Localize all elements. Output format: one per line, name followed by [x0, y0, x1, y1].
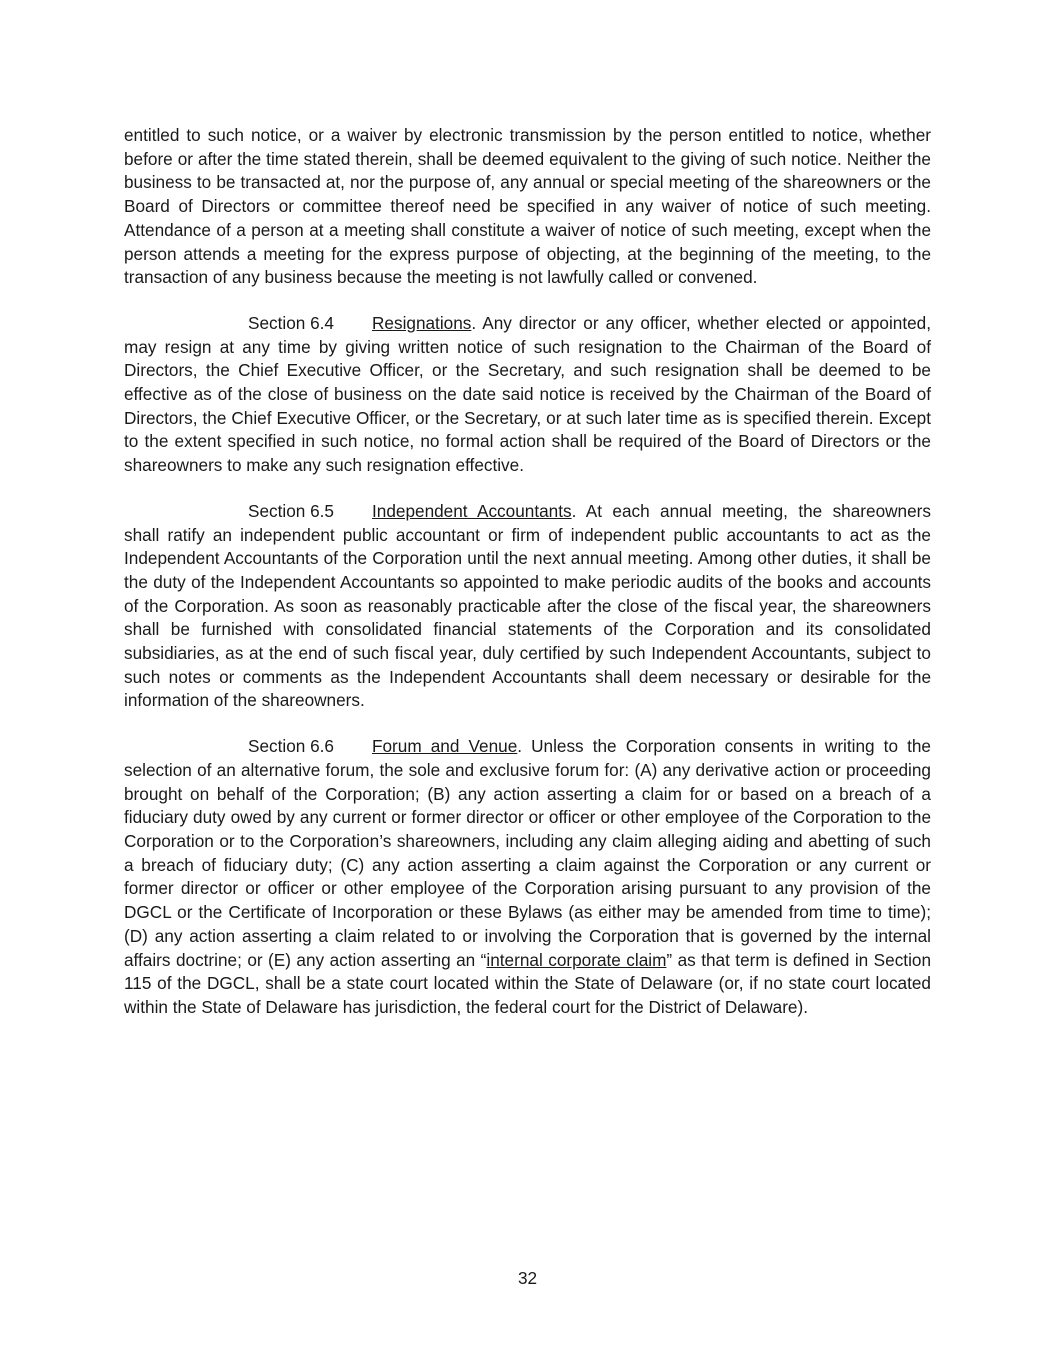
section-6-5-body: At each annual meeting, the shareowners shall ratify an independent public accountant or firm of independent public accountants to act as the Independent Accountants of the Corporation until the next annual meeting. Among other duties, it shall be the duty of the Independent Accountants so appointed to make periodic audits of the books and accounts of the Corporation. As soon as reasonably practicable after the close of the fiscal year, the shareowners shall be furnished with consolidated financial statements of the Corporation and its consolidated subsidiaries, as at the end of such fiscal year, duly certified by such Independent Accountants, subject to such notes or comments as the Independent Accountants shall deem necessary or desirable for the information of the shareowners.: [124, 500, 931, 711]
section-6-4-number: Section 6.4: [248, 312, 334, 333]
page-number: 32: [517, 1268, 538, 1288]
document-page: [124, 124, 931, 1042]
defined-term-internal-corporate-claim: internal corporate claim: [486, 949, 667, 970]
section-6-5-number: Section 6.5: [248, 500, 334, 521]
section-6-6-number: Section 6.6: [248, 736, 334, 757]
section-6-6-title: Forum and Venue: [372, 736, 518, 757]
section-6-6-body-part2: ” as that term is defined in Section 115 of the DGCL, shall be a state court located within the State of Delaware (or, if no state court located within the State of Delaware has jurisdiction, the federal court for the District of Delaware).: [124, 949, 932, 1017]
section-6-4-title: Resignations: [372, 312, 472, 333]
paragraph-continuation: entitled to such notice, or a waiver by electronic transmission by the person entitled to notice, whether before or after the time stated therein, shall be deemed equivalent to the giving of such notice. Neither the business to be transacted at, nor the purpose of, any annual or special meeting of the shareowners or the Board of Directors or committee thereof need be specified in any waiver of notice of such meeting. Attendance of a person at a meeting shall constitute a waiver of notice of such meeting, except when the person attends a meeting for the express purpose of objecting, at the beginning of the meeting, to the transaction of any business because the meeting is not lawfully called or convened.: [124, 125, 931, 288]
section-6-5-paragraph: Section 6.5 Independent Accountants. At each annual meeting, the shareowners shall ratify an independent public accountant or firm of independent public accountants to act as the Independent Accountants of the Corporation until the next annual meeting. Among other duties, it shall be the duty of the Independent Accountants so appointed to make periodic audits of the books and accounts of the Corporation. As soon as reasonably practicable after the close of the fiscal year, the shareowners shall be furnished with consolidated financial statements of the Corporation and its consolidated subsidiaries, as at the end of such fiscal year, duly certified by such Independent Accountants, subject to such notes or comments as the Independent Accountants shall deem necessary or desirable for the information of the shareowners.: [124, 500, 931, 711]
section-6-4-body: Any director or any officer, whether elected or appointed, may resign at any time by giving written notice of such resignation to the Chairman of the Board of Directors, the Chief Executive Officer, or the Secretary, and such resignation shall be deemed to be effective as of the close of business on the date said notice is received by the Chairman of the Board of Directors, the Chief Executive Officer, or the Secretary, or at such later time as is specified therein. Except to the extent specified in such notice, no formal action shall be required of the Board of Directors or the shareowners to make any such resignation effective.: [124, 312, 931, 476]
section-6-6-paragraph: Section 6.6 Forum and Venue. Unless the Corporation consents in writing to the selection of an alternative forum, the sole and exclusive forum for: (A) any derivative action or proceeding brought on behalf of the Corporation; (B) any action asserting a claim for or based on a breach of a fiduciary duty owed by any current or former director or officer or other employee of the Corporation to the Corporation or to the Corporation’s shareowners, including any claim alleging aiding and abetting of such a breach of fiduciary duty; (C) any action asserting a claim against the Corporation or any current or former director or officer or other employee of the Corporation arising pursuant to any provision of the DGCL or the Certificate of Incorporation or these Bylaws (as either may be amended from time to time); (D) any action asserting a claim related to or involving the Corporation that is governed by the internal affairs doctrine; or (E) any action asserting an “internal corporate claim” as that term is defined in Section 115 of the DGCL, shall be a state court located within the State of Delaware (or, if no state court located within the State of Delaware has jurisdiction, the federal court for the District of Delaware).: [124, 736, 932, 1017]
section-6-4-paragraph: Section 6.4 Resignations. Any director or any officer, whether elected or appointed, may resign at any time by giving written notice of such resignation to the Chairman of the Board of Directors, the Chief Executive Officer, or the Secretary, and such resignation shall be deemed to be effective as of the close of business on the date said notice is received by the Chairman of the Board of Directors, the Chief Executive Officer, or the Secretary, or at such later time as is specified therein. Except to the extent specified in such notice, no formal action shall be required of the Board of Directors or the shareowners to make any such resignation effective.: [124, 312, 931, 476]
section-6-5-title: Independent Accountants: [372, 500, 572, 521]
section-6-6-body-part1: Unless the Corporation consents in writing to the selection of an alternative forum, the sole and exclusive forum for: (A) any derivative action or proceeding brought on behalf of the Corporation; (B) any action asserting a claim for or based on a breach of a fiduciary duty owed by any current or former director or officer or other employee of the Corporation to the Corporation or to the Corporation’s shareowners, including any claim alleging aiding and abetting of such a breach of fiduciary duty; (C) any action asserting a claim against the Corporation or any current or former director or officer or other employee of the Corporation arising pursuant to any provision of the DGCL or the Certificate of Incorporation or these Bylaws (as either may be amended from time to time); (D) any action asserting a claim related to or involving the Corporation that is governed by the internal affairs doctrine; or (E) any action asserting an “: [124, 736, 931, 970]
